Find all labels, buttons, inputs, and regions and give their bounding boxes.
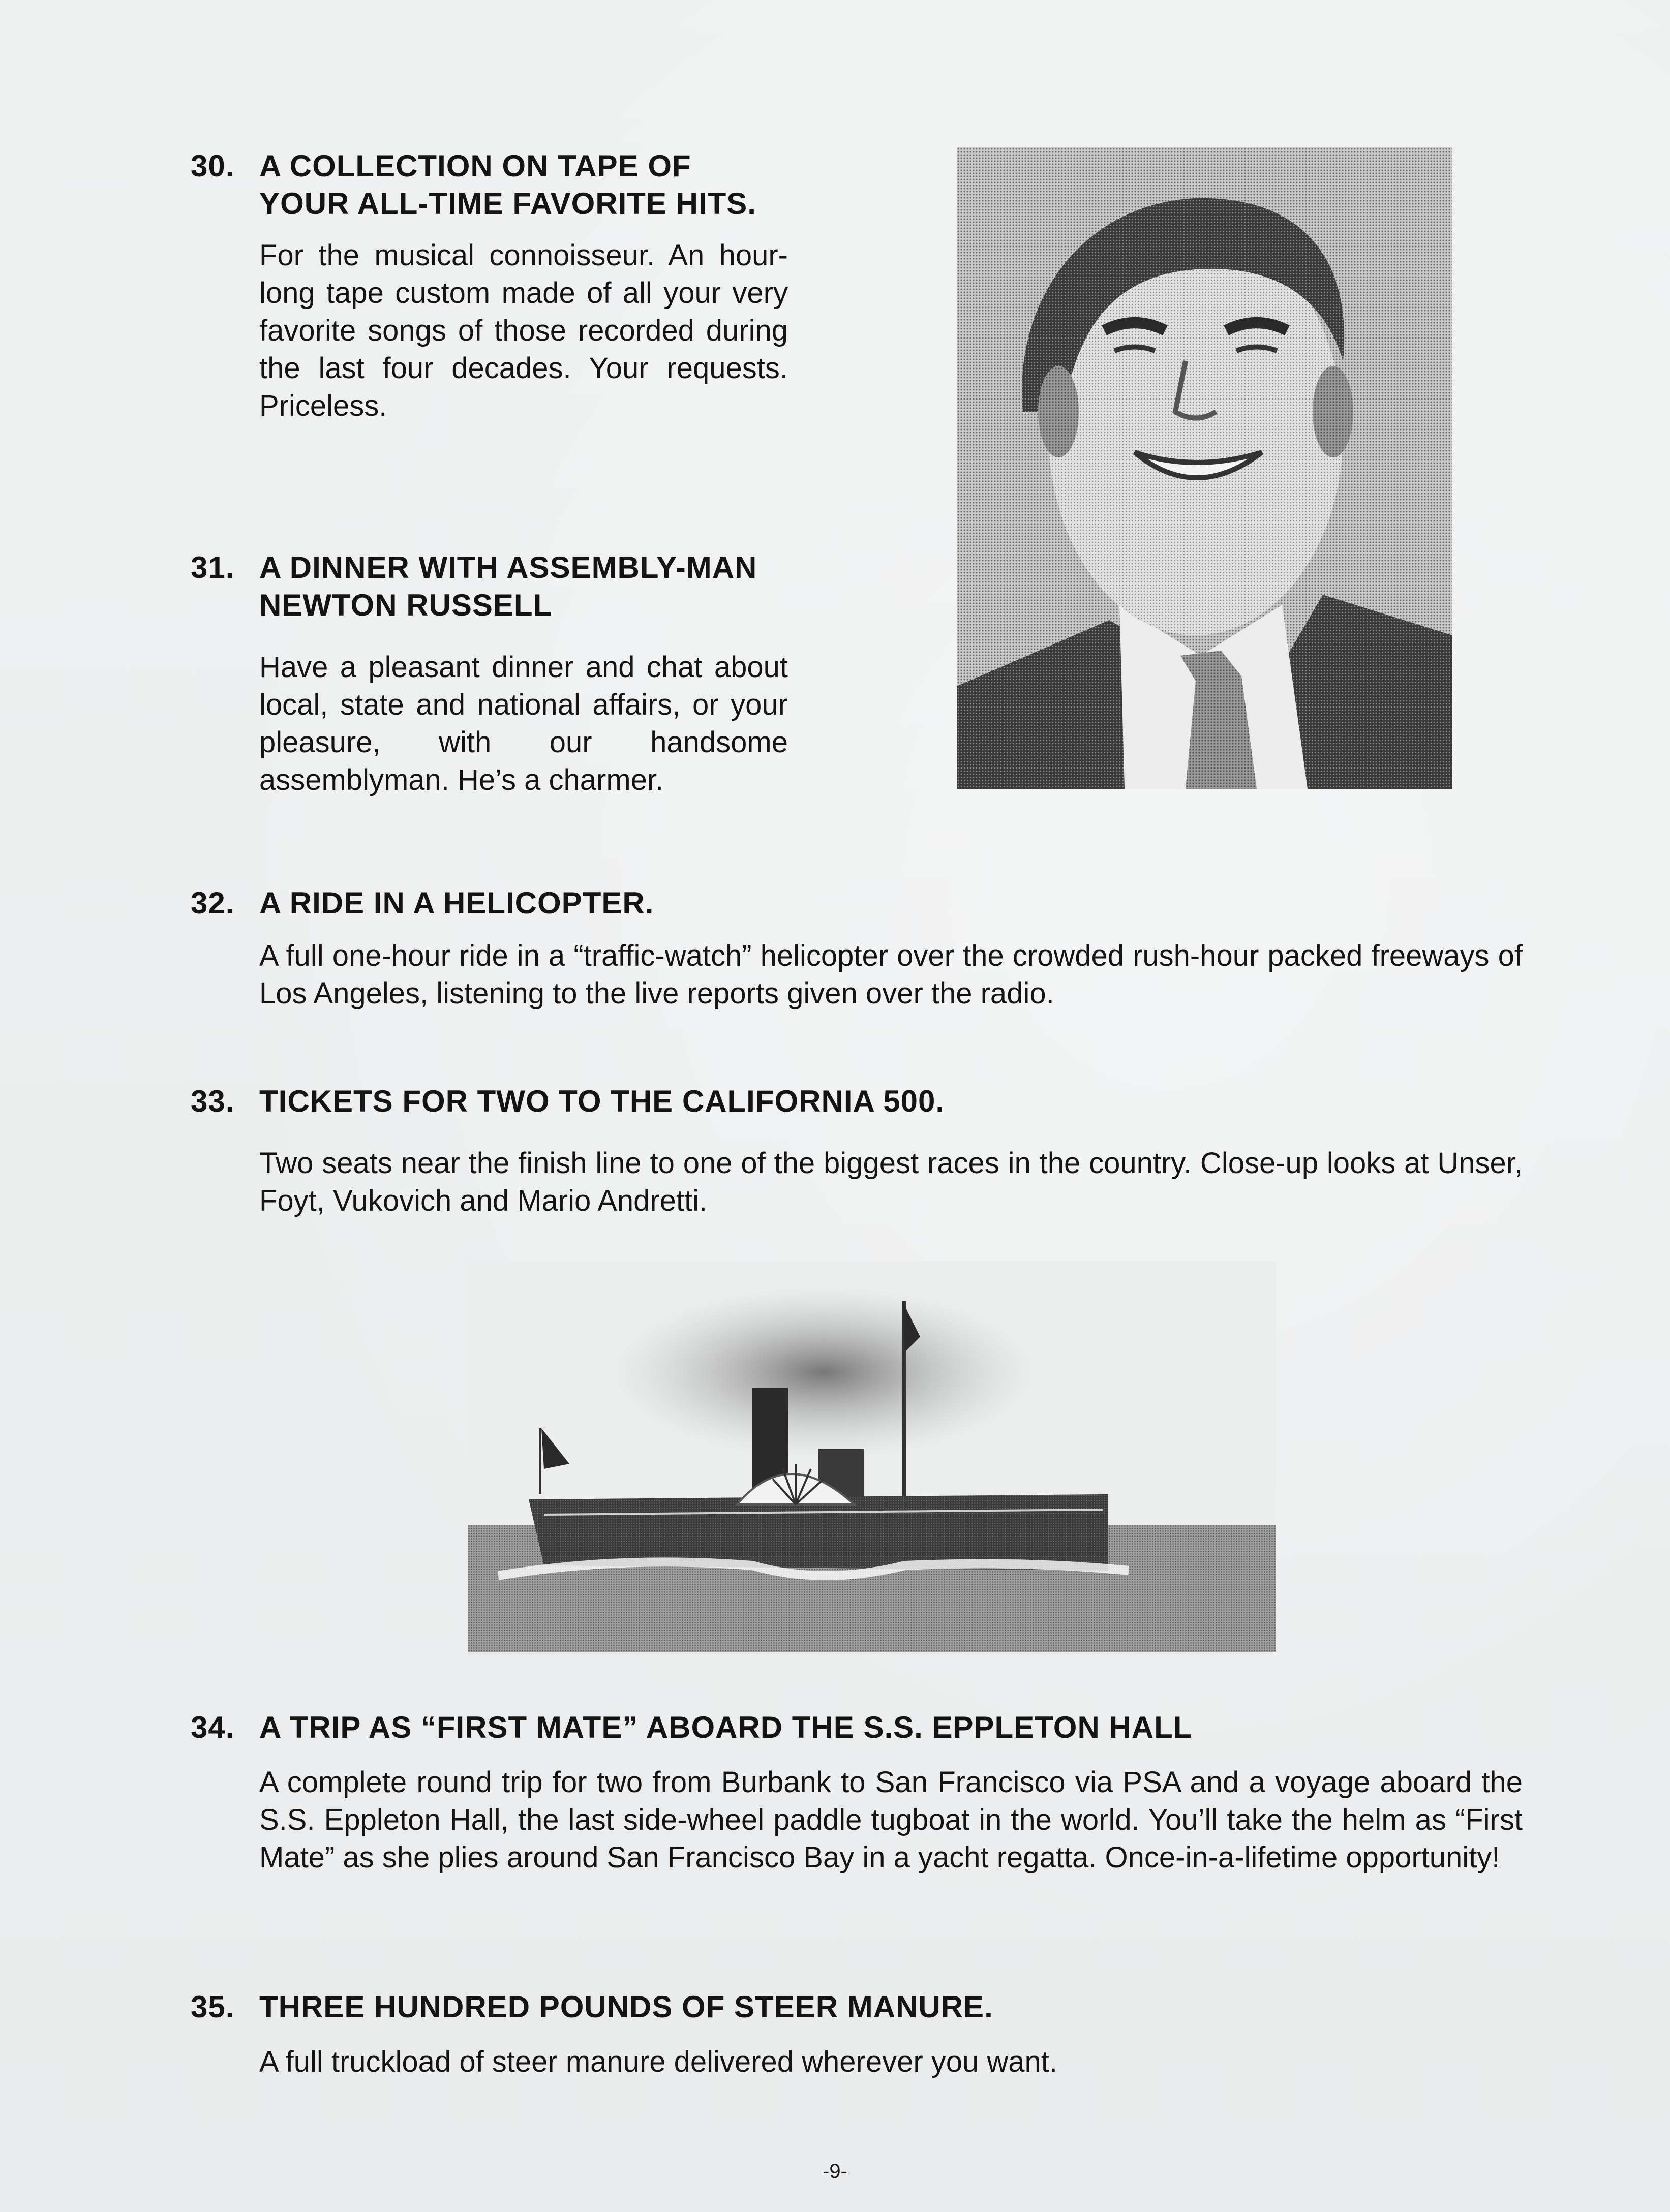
item-31: [191, 549, 788, 799]
item-title: THREE HUNDRED POUNDS OF STEER MANURE.: [259, 1990, 993, 2024]
item-number: 30.: [191, 149, 235, 183]
item-title: A RIDE IN A HELICOPTER.: [259, 886, 654, 920]
item-heading: [191, 147, 788, 223]
item-heading: [191, 1988, 1523, 2026]
paddle-steamer-image: [468, 1261, 1276, 1652]
item-33: [191, 1083, 1523, 1220]
item-heading: [191, 884, 1523, 922]
item-34: [191, 1709, 1523, 1877]
item-description: Two seats near the finish line to one of the biggest races in the country. Close-up looks at Unser, Foyt, Vukovich and Mario Andretti.: [259, 1147, 1523, 1217]
page-number: -9-: [823, 2160, 847, 2183]
item-title: A DINNER WITH ASSEMBLY-MAN NEWTON RUSSELL: [259, 550, 757, 622]
item-number: 34.: [191, 1710, 235, 1744]
item-title: TICKETS FOR TWO TO THE CALIFORNIA 500.: [259, 1084, 945, 1118]
item-title: A TRIP AS “FIRST MATE” ABOARD THE S.S. EPPLETON HALL: [259, 1710, 1193, 1744]
item-heading: [191, 1083, 1523, 1120]
item-30: [191, 147, 788, 425]
boat-photo: [468, 1261, 1276, 1652]
item-number: 35.: [191, 1990, 235, 2024]
item-32: [191, 884, 1523, 1012]
item-description: A full truckload of steer manure delivered wherever you want.: [259, 2045, 1058, 2078]
item-35: [191, 1988, 1523, 2081]
item-description: A full one-hour ride in a “traffic-watch” helicopter over the crowded rush-hour packed freeways of Los Angeles, listening to the live reports given over the radio.: [259, 939, 1523, 1010]
item-number: 31.: [191, 550, 235, 585]
item-heading: [191, 549, 788, 624]
portrait-image: [957, 147, 1452, 789]
item-heading: [191, 1709, 1523, 1746]
portrait-photo: [957, 147, 1452, 789]
item-description: For the musical connoisseur. An hour-long tape custom made of all your very favorite songs of those recorded during the last four decades. Your requests. Priceless.: [259, 239, 788, 422]
item-title: A COLLECTION ON TAPE OF YOUR ALL-TIME FAVORITE HITS.: [259, 149, 756, 221]
item-description: A complete round trip for two from Burbank to San Francisco via PSA and a voyage aboard the S.S. Eppleton Hall, the last side-wheel paddle tugboat in the world. You’ll take the helm as “First Mate” as she plies around San Francisco Bay in a yacht regatta. Once-in-a-lifetime opportunity!: [259, 1766, 1523, 1874]
item-number: 32.: [191, 886, 235, 920]
item-description: Have a pleasant dinner and chat about local, state and national affairs, or your pleasure, with our handsome assemblyman. He’s a charmer.: [259, 651, 788, 796]
item-number: 33.: [191, 1084, 235, 1118]
